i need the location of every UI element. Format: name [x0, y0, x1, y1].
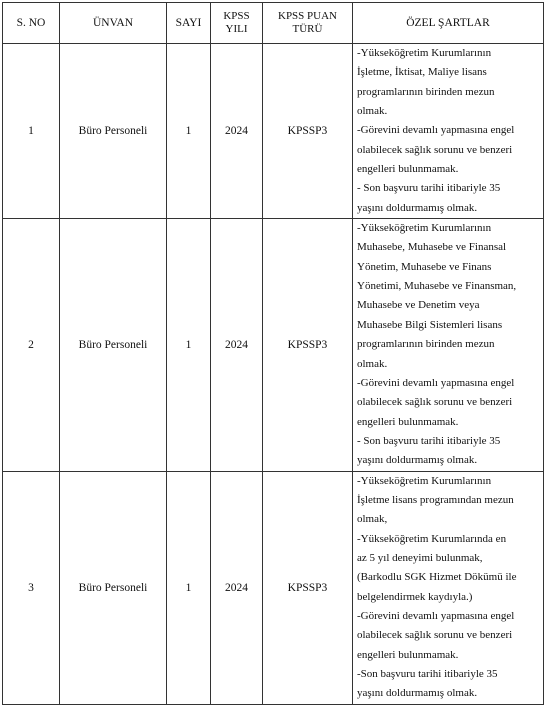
condition-line: - Son başvuru tarihi itibariyle 35 — [357, 434, 501, 447]
header-kpss-type-line-2: TÜRÜ — [292, 23, 323, 35]
row-conditions — [353, 44, 544, 219]
header-count: SAYI — [167, 3, 211, 44]
row-count: 1 — [167, 44, 211, 219]
condition-line: -Yükseköğretim Kurumlarının — [357, 222, 492, 235]
row-title: Büro Personeli — [60, 471, 167, 704]
table-body — [3, 44, 544, 705]
condition-line: engelleri bulunmamak. — [357, 648, 459, 661]
header-kpss-type — [263, 3, 353, 44]
header-kpss-year-line-1: KPSS — [223, 10, 250, 22]
condition-line: yaşını doldurmamış olmak. — [357, 454, 478, 467]
row-title: Büro Personeli — [60, 219, 167, 471]
row-count: 1 — [167, 219, 211, 471]
condition-line: İşletme, İktisat, Maliye lisans — [357, 66, 487, 79]
condition-line: - Son başvuru tarihi itibariyle 35 — [357, 182, 501, 195]
condition-line: -Yükseköğretim Kurumlarının — [357, 474, 492, 487]
condition-line: programlarının birinden mezun — [357, 338, 495, 351]
header-conditions: ÖZEL ŞARTLAR — [353, 3, 544, 44]
row-no: 1 — [3, 44, 60, 219]
row-kpss-year: 2024 — [211, 471, 263, 704]
condition-line: -Yükseköğretim Kurumlarında en — [357, 532, 507, 545]
header-no: S. NO — [3, 3, 60, 44]
header-row — [3, 3, 544, 44]
header-kpss-type-line-1: KPSS PUAN — [278, 10, 337, 22]
header-kpss-year — [211, 3, 263, 44]
condition-line: (Barkodlu SGK Hizmet Dökümü ile — [357, 571, 517, 584]
row-kpss-type: KPSSP3 — [263, 44, 353, 219]
condition-line: yaşını doldurmamış olmak. — [357, 201, 478, 214]
condition-line: programlarının birinden mezun — [357, 85, 495, 98]
positions-table — [2, 2, 544, 705]
condition-line: engelleri bulunmamak. — [357, 415, 459, 428]
row-title: Büro Personeli — [60, 44, 167, 219]
condition-line: yaşını doldurmamış olmak. — [357, 687, 478, 700]
row-no: 2 — [3, 219, 60, 471]
table-row — [3, 44, 544, 219]
header-kpss-year-line-2: YILI — [225, 23, 248, 35]
row-kpss-year: 2024 — [211, 219, 263, 471]
condition-line: belgelendirmek kaydıyla.) — [357, 590, 473, 603]
condition-line: -Yükseköğretim Kurumlarının — [357, 47, 492, 59]
condition-line: engelleri bulunmamak. — [357, 163, 459, 176]
row-no: 3 — [3, 471, 60, 704]
condition-line: olmak, — [357, 513, 388, 526]
row-kpss-type: KPSSP3 — [263, 219, 353, 471]
row-conditions — [353, 219, 544, 471]
condition-line: Yönetim, Muhasebe ve Finans — [357, 260, 492, 273]
condition-line: olabilecek sağlık sorunu ve benzeri — [357, 143, 513, 156]
condition-line: olmak. — [357, 357, 388, 370]
condition-line: İşletme lisans programından mezun — [357, 493, 514, 506]
row-kpss-type: KPSSP3 — [263, 471, 353, 704]
condition-line: az 5 yıl deneyimi bulunmak, — [357, 551, 483, 564]
condition-line: olabilecek sağlık sorunu ve benzeri — [357, 396, 513, 409]
condition-line: -Görevini devamlı yapmasına engel — [357, 124, 515, 137]
table-row — [3, 219, 544, 471]
condition-line: -Görevini devamlı yapmasına engel — [357, 376, 515, 389]
condition-line: Yönetimi, Muhasebe ve Finansman, — [357, 280, 517, 293]
row-kpss-year: 2024 — [211, 44, 263, 219]
condition-line: Muhasebe, Muhasebe ve Finansal — [357, 241, 507, 254]
condition-line: -Son başvuru tarihi itibariyle 35 — [357, 668, 498, 680]
condition-line: -Görevini devamlı yapmasına engel — [357, 609, 515, 622]
row-conditions — [353, 471, 544, 704]
row-count: 1 — [167, 471, 211, 704]
table-row — [3, 471, 544, 704]
header-title: ÜNVAN — [60, 3, 167, 44]
condition-line: Muhasebe Bilgi Sistemleri lisans — [357, 318, 503, 331]
condition-line: olabilecek sağlık sorunu ve benzeri — [357, 629, 513, 642]
condition-line: Muhasebe ve Denetim veya — [357, 299, 480, 312]
condition-line: olmak. — [357, 105, 388, 118]
